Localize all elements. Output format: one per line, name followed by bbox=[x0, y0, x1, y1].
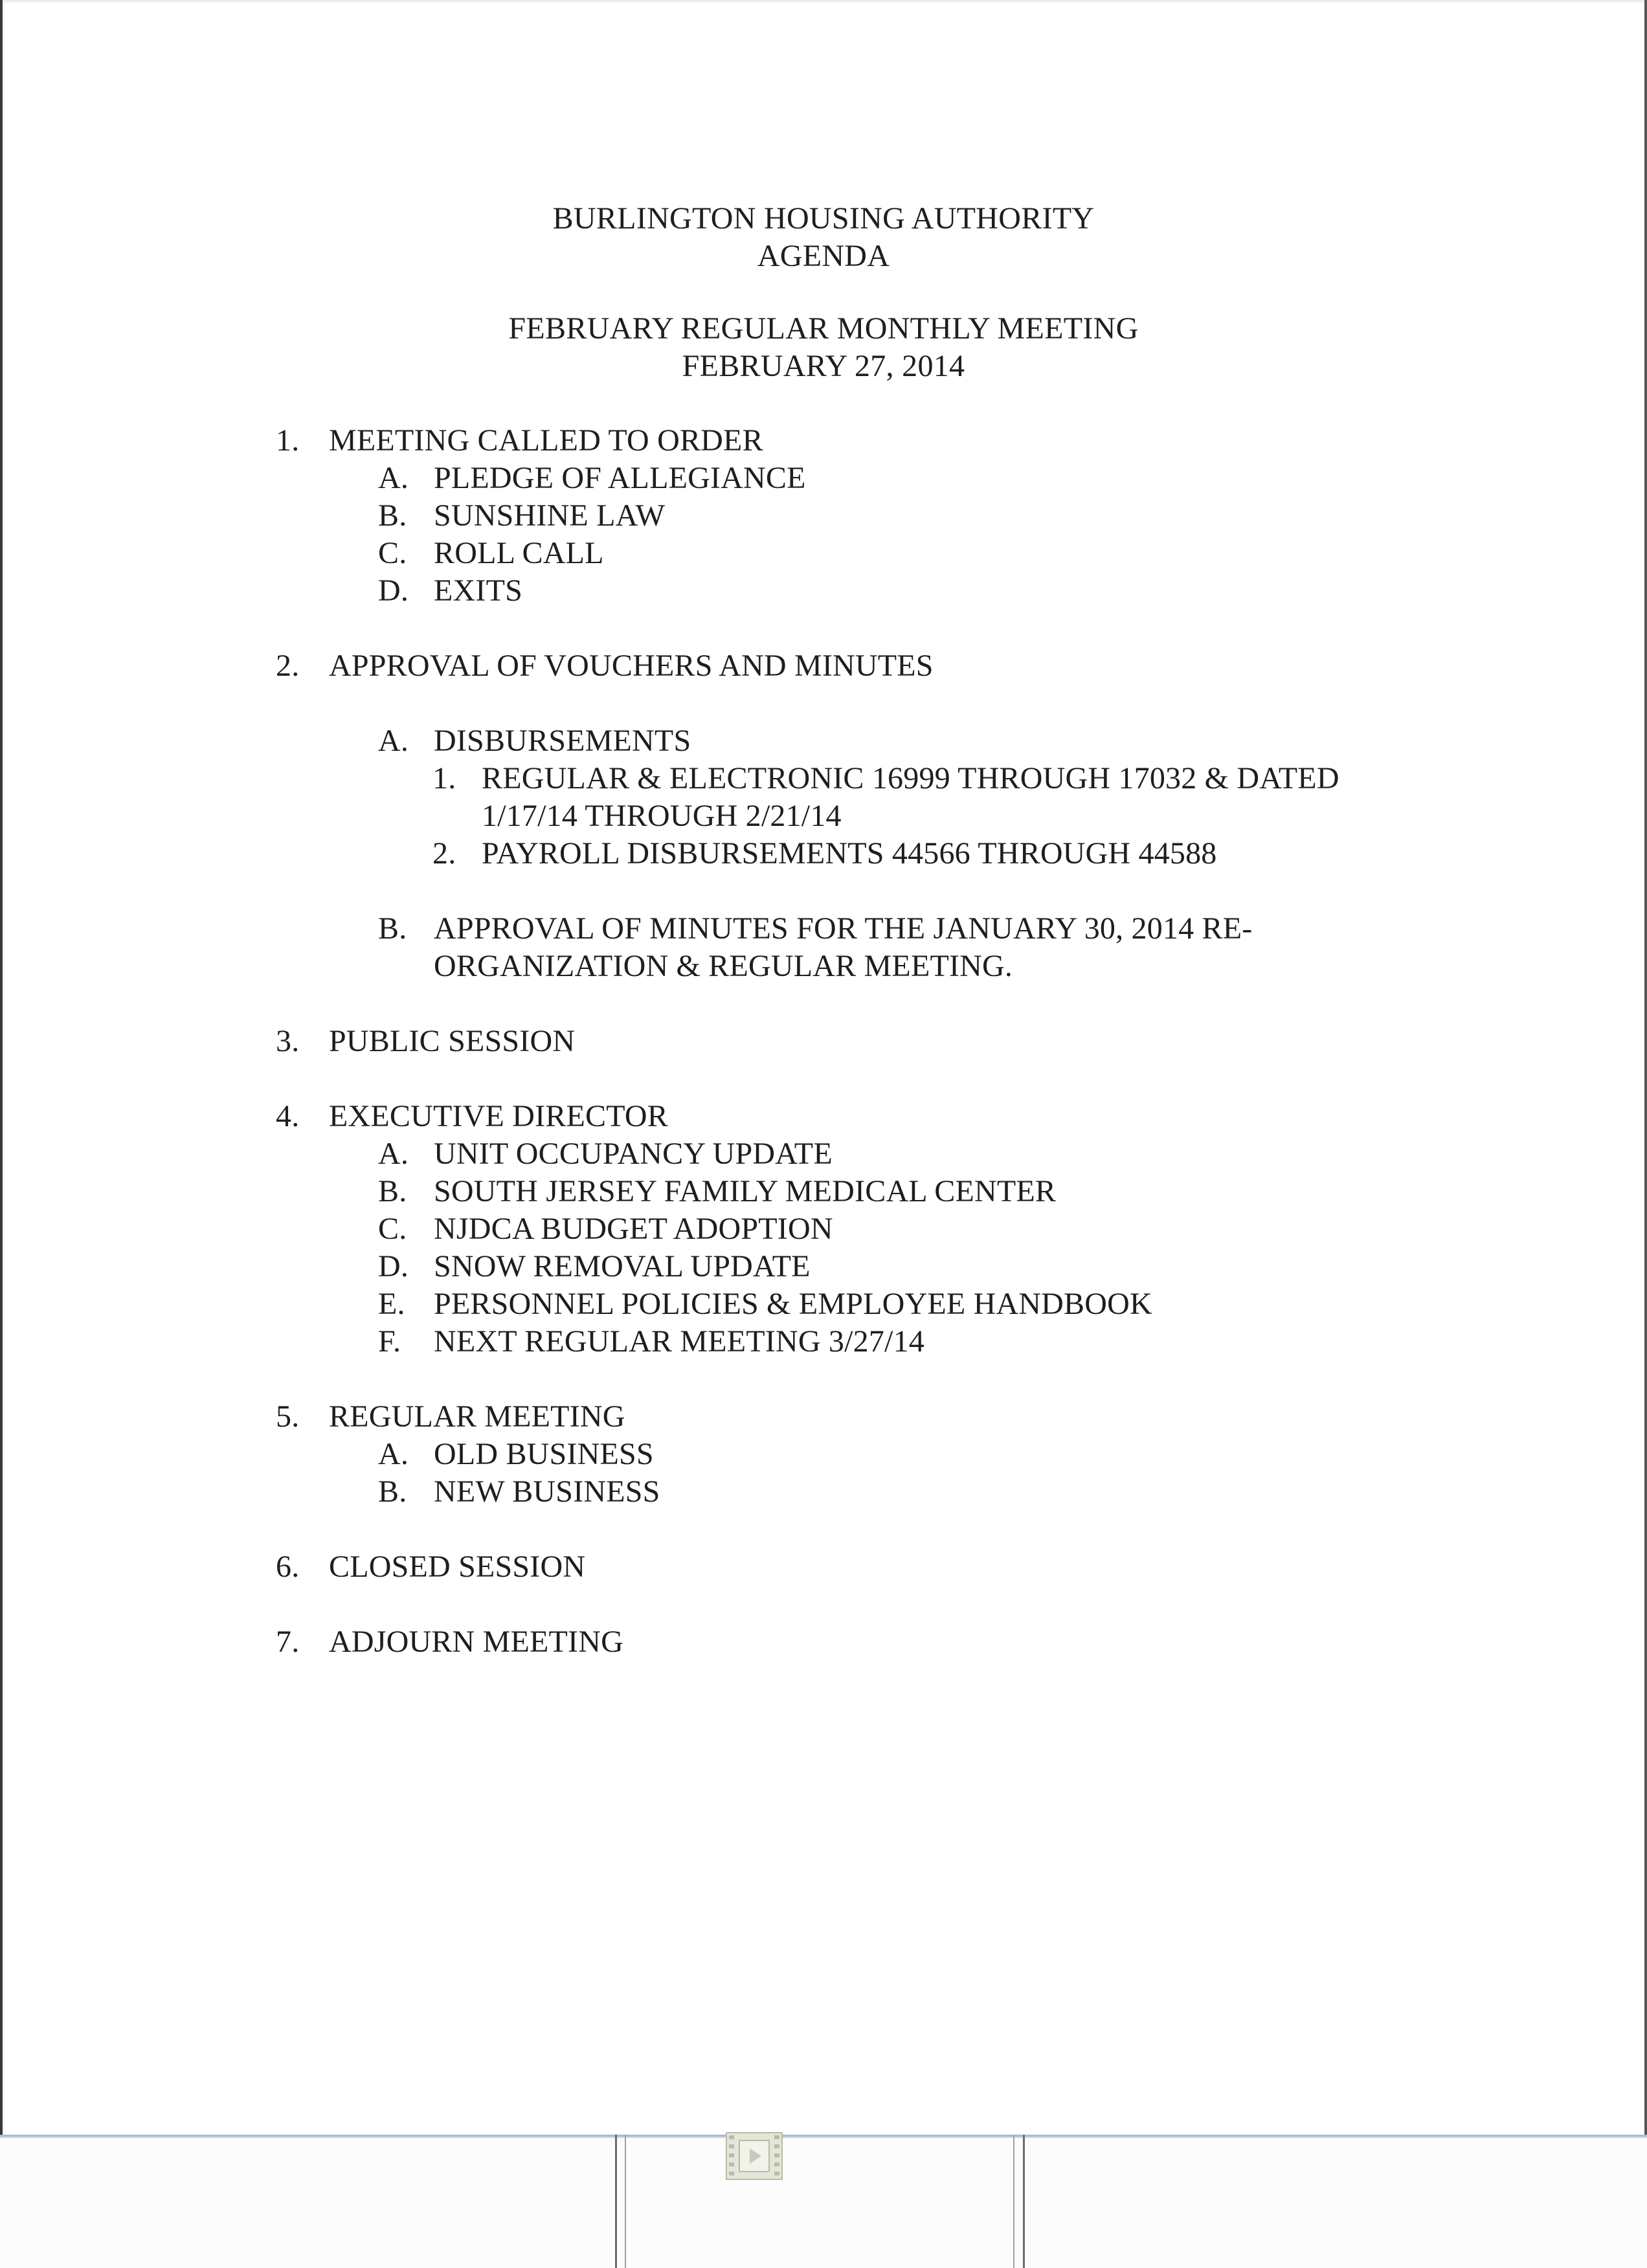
subitem-text: PERSONNEL POLICIES & EMPLOYEE HANDBOOK bbox=[434, 1287, 1152, 1321]
item-number: 5. bbox=[276, 1399, 300, 1434]
item-number: 6. bbox=[276, 1550, 300, 1584]
film-strip-icon bbox=[725, 2131, 783, 2181]
scan-divider-line bbox=[1023, 2135, 1025, 2268]
meeting-date: FEBRUARY 27, 2014 bbox=[682, 349, 965, 383]
subitem-text: NEW BUSINESS bbox=[434, 1474, 660, 1509]
subitem-letter: B. bbox=[378, 1474, 407, 1509]
scan-divider-line bbox=[615, 2135, 617, 2268]
subitem-letter: D. bbox=[378, 573, 409, 608]
subsubitem-number: 2. bbox=[432, 836, 456, 871]
subitem-text: ROLL CALL bbox=[434, 536, 604, 570]
subitem-letter: A. bbox=[378, 724, 409, 758]
subitem-text: PLEDGE OF ALLEGIANCE bbox=[434, 461, 806, 495]
document-type: AGENDA bbox=[757, 239, 890, 273]
scan-footer-band bbox=[0, 2138, 1647, 2268]
subitem-letter: A. bbox=[378, 461, 409, 495]
subitem-text: SUNSHINE LAW bbox=[434, 498, 666, 533]
subitem-letter: B. bbox=[378, 498, 407, 533]
subitem-text: OLD BUSINESS bbox=[434, 1437, 654, 1471]
scan-divider-line bbox=[1013, 2135, 1014, 2268]
subitem-letter: D. bbox=[378, 1249, 409, 1284]
subitem-letter: C. bbox=[378, 536, 407, 570]
subsubitem-text-line2: 1/17/14 THROUGH 2/21/14 bbox=[482, 799, 842, 833]
item-text: PUBLIC SESSION bbox=[329, 1024, 576, 1058]
subitem-letter: A. bbox=[378, 1437, 409, 1471]
subitem-text: SNOW REMOVAL UPDATE bbox=[434, 1249, 811, 1284]
subitem-text: DISBURSEMENTS bbox=[434, 724, 691, 758]
item-number: 1. bbox=[276, 423, 300, 458]
subsubitem-number: 1. bbox=[432, 761, 456, 795]
item-text: EXECUTIVE DIRECTOR bbox=[329, 1099, 669, 1133]
item-text: APPROVAL OF VOUCHERS AND MINUTES bbox=[329, 649, 934, 683]
scan-divider-line bbox=[625, 2135, 626, 2268]
subitem-text: UNIT OCCUPANCY UPDATE bbox=[434, 1137, 833, 1171]
item-text: REGULAR MEETING bbox=[329, 1399, 625, 1434]
subitem-letter: B. bbox=[378, 911, 407, 946]
item-number: 7. bbox=[276, 1625, 300, 1659]
item-number: 2. bbox=[276, 649, 300, 683]
subitem-letter: B. bbox=[378, 1174, 407, 1208]
subitem-text: NEXT REGULAR MEETING 3/27/14 bbox=[434, 1324, 924, 1359]
item-text: ADJOURN MEETING bbox=[329, 1625, 623, 1659]
subsubitem-text: REGULAR & ELECTRONIC 16999 THROUGH 17032 & DATED bbox=[482, 761, 1339, 795]
meeting-name: FEBRUARY REGULAR MONTHLY MEETING bbox=[508, 311, 1139, 346]
subitem-letter: F. bbox=[378, 1324, 401, 1359]
item-text: CLOSED SESSION bbox=[329, 1550, 586, 1584]
subitem-letter: C. bbox=[378, 1212, 407, 1246]
item-number: 3. bbox=[276, 1024, 300, 1058]
scan-top-edge bbox=[0, 0, 1647, 4]
subitem-text: NJDCA BUDGET ADOPTION bbox=[434, 1212, 833, 1246]
subitem-letter: E. bbox=[378, 1287, 405, 1321]
item-text: MEETING CALLED TO ORDER bbox=[329, 423, 763, 458]
subitem-text-line2: ORGANIZATION & REGULAR MEETING. bbox=[434, 949, 1013, 983]
subitem-text: SOUTH JERSEY FAMILY MEDICAL CENTER bbox=[434, 1174, 1057, 1208]
subitem-text: EXITS bbox=[434, 573, 522, 608]
subsubitem-text: PAYROLL DISBURSEMENTS 44566 THROUGH 44588 bbox=[482, 836, 1217, 871]
subitem-letter: A. bbox=[378, 1137, 409, 1171]
item-number: 4. bbox=[276, 1099, 300, 1133]
subitem-text: APPROVAL OF MINUTES FOR THE JANUARY 30, 2014 RE- bbox=[434, 911, 1253, 946]
organization-name: BURLINGTON HOUSING AUTHORITY bbox=[552, 201, 1095, 236]
